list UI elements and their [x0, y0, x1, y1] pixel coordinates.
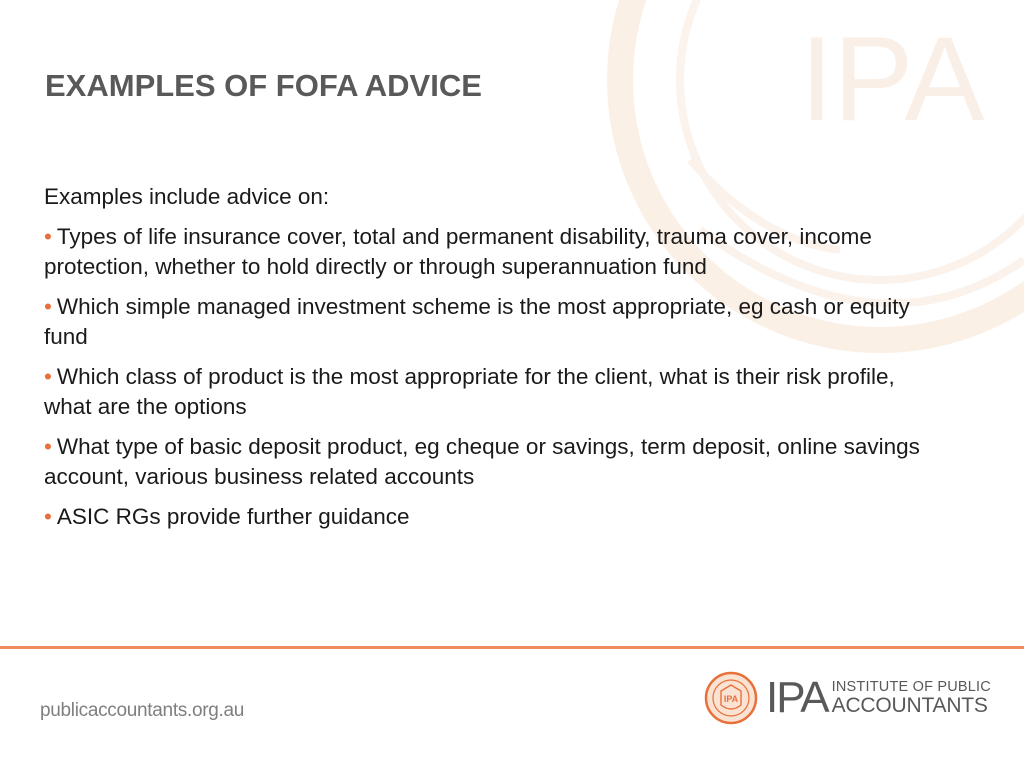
bullet-text: Which simple managed investment scheme is the most appropriate, eg cash or equity fund [44, 294, 910, 349]
list-item [44, 432, 944, 492]
logo-abbr: IPA [766, 673, 828, 722]
seal-text: IPA [723, 694, 739, 704]
ipa-logo [704, 670, 991, 726]
intro-text: Examples include advice on: [44, 184, 330, 209]
slide-title: EXAMPLES OF FOFA ADVICE [45, 68, 482, 103]
logo-name-line1: INSTITUTE OF PUBLIC [831, 678, 991, 695]
bullet-text: What type of basic deposit product, eg cheque or savings, term deposit, online savings account, various business related accounts [44, 434, 920, 489]
website-link[interactable]: publicaccountants.org.au [40, 700, 245, 721]
list-item [44, 222, 944, 282]
bullet-text: Which class of product is the most appropriate for the client, what is their risk profile, what are the options [44, 364, 895, 419]
logo-name [832, 680, 991, 717]
ipa-seal-icon [704, 671, 758, 725]
logo-name-line2: ACCOUNTANTS [831, 694, 988, 718]
bullet-icon: • [44, 434, 52, 459]
bullet-icon: • [44, 294, 52, 319]
footer-divider [0, 646, 1024, 649]
bullet-text: ASIC RGs provide further guidance [56, 504, 410, 529]
bullet-list [44, 222, 944, 532]
bullet-icon: • [44, 364, 52, 389]
bullet-icon: • [44, 224, 52, 249]
slide-body [44, 182, 944, 542]
watermark-ipa-text: IPA [800, 12, 985, 146]
list-item [44, 362, 944, 422]
list-item [44, 502, 944, 532]
bullet-text: Types of life insurance cover, total and permanent disability, trauma cover, income protection, whether to hold directly or through superannuation fund [44, 224, 872, 279]
list-item [44, 292, 944, 352]
bullet-icon: • [44, 504, 52, 529]
